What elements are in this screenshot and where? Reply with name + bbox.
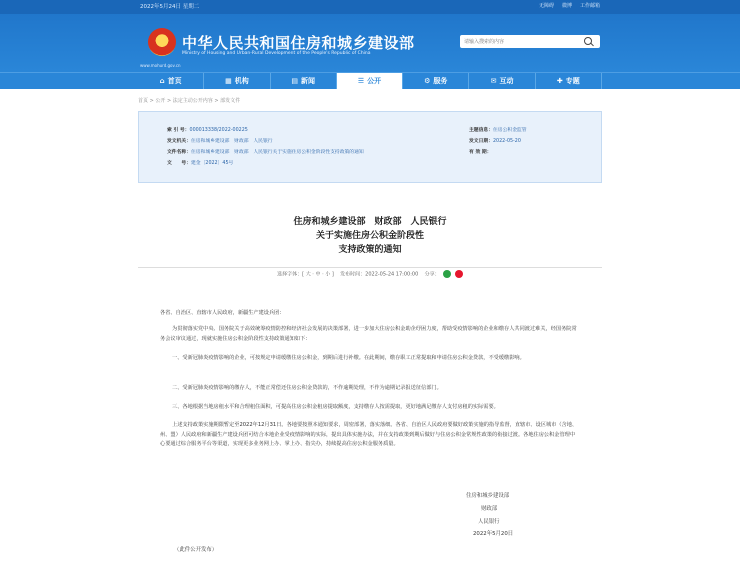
article-title-line1: 住房和城乡建设部 财政部 人民银行	[293, 217, 447, 227]
search-box	[460, 35, 600, 48]
meta-index: 索 引 号：000013338/2022-00225	[167, 128, 248, 133]
document-meta	[138, 111, 602, 183]
site-url: www.mohurd.gov.cn	[140, 63, 181, 68]
top-links	[539, 2, 600, 9]
publish-time: 发布时间：2022-05-24 17:00:00	[340, 271, 419, 278]
article-title-line2: 关于实施住房公积金阶段性	[315, 231, 424, 241]
weibo-link[interactable]: 微博	[561, 3, 572, 9]
search-icon[interactable]	[584, 37, 592, 45]
current-date: 2022年5月24日 星期二	[140, 4, 200, 10]
top-bar	[0, 0, 740, 14]
signer-mohurd: 住房和城乡建设部	[466, 493, 510, 499]
meta-number: 文 号：建金〔2022〕45号	[167, 161, 234, 166]
signer-pboc: 人民银行	[478, 519, 500, 525]
nav-org[interactable]: ▦ 机构	[204, 73, 270, 89]
meta-title: 文件名称：住房和城乡建设部 财政部 人民银行关于实施住房公积金阶段性支持政策的通知	[167, 150, 364, 155]
meta-topic: 主题信息：住房公积金监管	[469, 128, 527, 133]
title-divider	[138, 267, 602, 268]
breadcrumb[interactable]: 首页 > 公开 > 法定主动公开内容 > 部发文件	[138, 98, 241, 104]
paragraph-4: 三、各地根据当地房租水平和合理租住面积，可提高住房公积金租房提取额度，支持缴存人按需提取，更好地满足缴存人支付房租的实际需要。	[172, 404, 499, 410]
chat-icon: ✉	[490, 77, 497, 85]
signer-mof: 财政部	[481, 506, 498, 512]
news-icon: ▤	[291, 77, 299, 85]
home-icon: ⌂	[159, 77, 165, 85]
salutation: 各省、自治区、直辖市人民政府，新疆生产建设兵团：	[160, 310, 285, 316]
site-title[interactable]: 中华人民共和国住房和城乡建设部	[182, 34, 415, 52]
accessibility-link[interactable]: 无障碍	[538, 3, 554, 9]
service-icon: ⚙	[424, 77, 431, 85]
meta-valid: 有 效 期：	[469, 150, 492, 155]
national-emblem-icon[interactable]	[148, 28, 176, 56]
main-nav	[0, 72, 740, 89]
paragraph-2: 一、受新冠肺炎疫情影响的企业，可按规定申请缓缴住房公积金，到期后进行补缴。在此期间，缴存职工正常提取和申请住房公积金贷款，不受缓缴影响。	[172, 355, 525, 361]
nav-service[interactable]: ⚙ 服务	[403, 73, 469, 89]
nav-home[interactable]: ⌂ 首页	[138, 73, 204, 89]
topic-icon: ✚	[556, 77, 563, 85]
share-label: 分享：	[424, 271, 440, 278]
weibo-share-icon[interactable]	[455, 270, 463, 278]
paragraph-5: 上述支持政策实施期限暂定至2022年12月31日。各地要按照本通知要求，周密部署，落实落细。各省、自治区人民政府要做好政策实施的指导监督，直辖市、设区城市（含地、州、盟）人民政府和新疆生产建设兵团可结合本地企业受疫情影响的实际，提出具体实施办法，并在支持政策到期后做好与住房公积金常规性政策的衔接过渡。各地住房公积金管理中心要通过综合服务平台等渠道，实现更多业务网上办、掌上办、指尖办，持续提高住房公积金服务质量。	[160, 422, 578, 447]
site-subtitle: Ministry of Housing and Urban-Rural Development of the People's Republic of China	[182, 51, 371, 56]
meta-date: 发文日期：2022-05-20	[469, 139, 521, 144]
nav-interact[interactable]: ✉ 互动	[469, 73, 535, 89]
paragraph-3: 二、受新冠肺炎疫情影响的缴存人，不能正常偿还住房公积金贷款的，不作逾期处理，不作为逾期记录报送征信部门。	[172, 385, 442, 391]
article-title-line3: 支持政策的通知	[338, 245, 402, 255]
open-icon: ☰	[357, 77, 365, 85]
sign-date: 2022年5月20日	[473, 531, 514, 537]
article-info	[138, 270, 602, 278]
email-link[interactable]: 工作邮箱	[579, 3, 600, 9]
publish-note: （此件公开发布）	[174, 547, 218, 553]
site-header	[0, 0, 740, 72]
wechat-share-icon[interactable]	[443, 270, 451, 278]
paragraph-1: 为贯彻落实党中央、国务院关于高效统筹疫情防控和经济社会发展的决策部署，进一步加大住房公积金助企纾困力度，帮助受疫情影响的企业和缴存人共同渡过难关，经国务院常务会议审议通过，现就实施住房公积金阶段性支持政策通知如下：	[160, 326, 577, 342]
nav-open[interactable]: ☰ 公开	[337, 73, 403, 89]
nav-news[interactable]: ▤ 新闻	[271, 73, 337, 89]
meta-org: 发文机关：住房和城乡建设部 财政部 人民银行	[167, 139, 273, 144]
org-icon: ▦	[225, 77, 232, 85]
search-input[interactable]	[464, 37, 579, 46]
font-size-selector[interactable]: 选择字体：[ 大 · 中 · 小 ]	[277, 271, 334, 278]
nav-topic[interactable]: ✚ 专题	[536, 73, 602, 89]
